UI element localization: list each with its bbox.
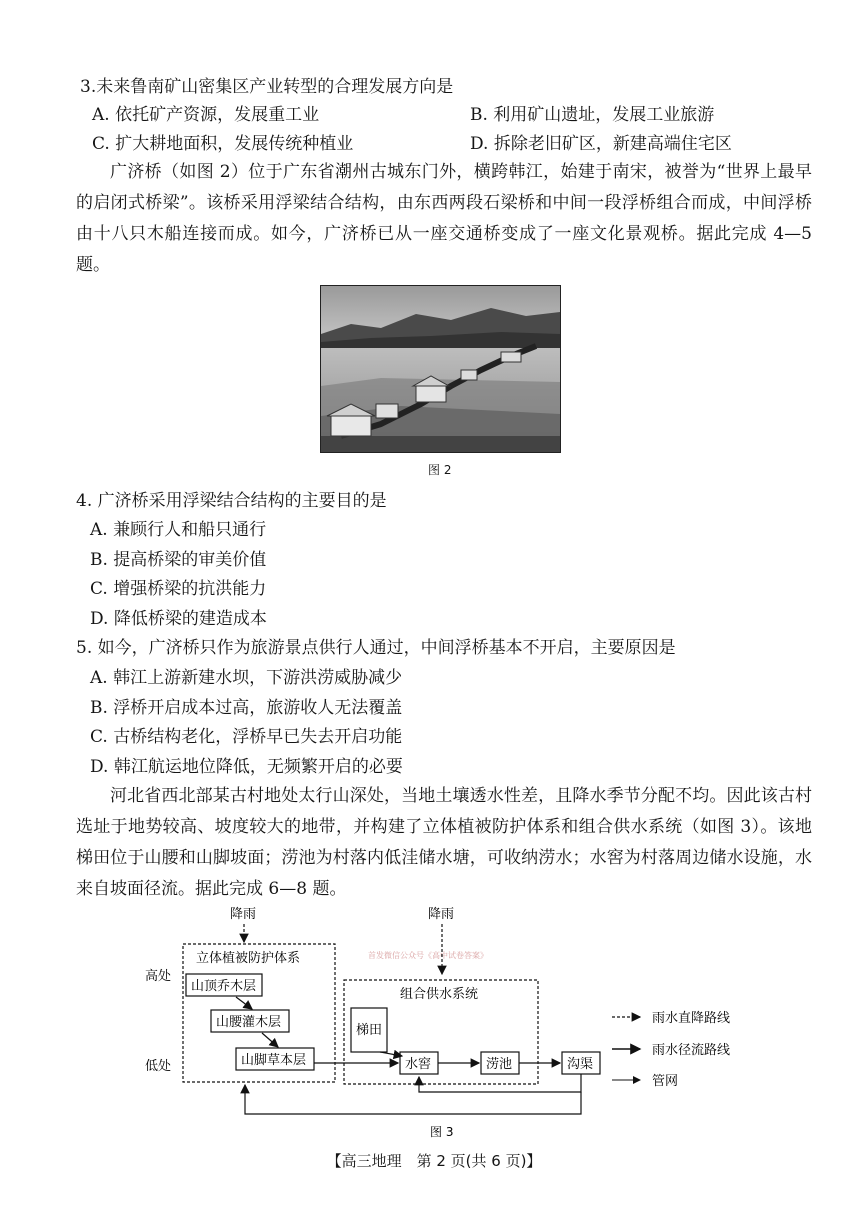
- pond-label: 涝池: [486, 1057, 513, 1072]
- page-footer: 【高三地理 第 2 页(共 6 页)】: [326, 1152, 542, 1170]
- water-supply-system-title: 组合供水系统: [400, 987, 479, 1002]
- terrace-label: 梯田: [356, 1023, 383, 1038]
- q4-option-d: D. 降低桥梁的建造成本: [90, 609, 267, 629]
- q5-option-b: B. 浮桥开启成本过高，旅游收人无法覆盖: [90, 698, 403, 718]
- q5-option-c: C. 古桥结构老化，浮桥早已失去开启功能: [90, 727, 403, 747]
- ditch-to-cellar-pipe: [419, 1074, 581, 1092]
- q3-option-a: A. 依托矿产资源，发展重工业: [92, 105, 320, 125]
- q5-stem: 5. 如今，广济桥只作为旅游景点供行人通过，中间浮桥基本不开启，主要原因是: [76, 638, 676, 658]
- q3-option-d: D. 拆除老旧矿区，新建高端住宅区: [470, 134, 732, 154]
- terrace-to-cellar-arrow: [380, 1052, 402, 1056]
- ditch-label: 沟渠: [567, 1057, 594, 1072]
- legend-rain-label: 雨水直降路线: [652, 1011, 731, 1026]
- q3-stem: 3.未来鲁南矿山密集区产业转型的合理发展方向是: [80, 77, 454, 97]
- q4-option-c: C. 增强桥梁的抗洪能力: [90, 579, 267, 599]
- legend-pipe-label: 管网: [652, 1074, 679, 1089]
- ditch-to-vegetation-pipe: [245, 1085, 581, 1114]
- q4-option-a: A. 兼顾行人和船只通行: [90, 520, 267, 540]
- figure-3-caption: 图 3: [430, 1125, 454, 1139]
- rain-label-right: 降雨: [428, 907, 455, 922]
- tree-to-shrub-arrow: [236, 997, 252, 1009]
- watermark-text: 首发微信公众号《高中试卷答案》: [368, 951, 488, 960]
- legend-runoff-label: 雨水径流路线: [652, 1043, 731, 1058]
- figure-3-diagram: [0, 900, 868, 1150]
- low-label: 低处: [145, 1059, 172, 1074]
- q4-option-b: B. 提高桥梁的审美价值: [90, 550, 267, 570]
- q3-option-b: B. 利用矿山遗址，发展工业旅游: [470, 105, 715, 125]
- grass-layer-label: 山脚草本层: [241, 1053, 307, 1068]
- passage-guangji-bridge: 广济桥（如图 2）位于广东省潮州古城东门外，横跨韩江，始建于南宋，被誉为“世界上最早的启闭式桥梁”。该桥采用浮梁结合结构，由东西两段石梁桥和中间一段浮桥组合而成，中间浮桥由十八只木船连接而成。如今，广济桥已从一座交通桥变成了一座文化景观桥。据此完成 4—5 题。: [76, 162, 812, 275]
- figure-2-caption: 图 2: [428, 463, 452, 477]
- vegetation-system-title: 立体植被防护体系: [196, 951, 301, 966]
- guangji-bridge-photo: [320, 285, 561, 453]
- passage-ancient-village: 河北省西北部某古村地处太行山深处，当地土壤透水性差，且降水季节分配不均。因此该古村选址于地势较高、坡度较大的地带，并构建了立体植被防护体系和组合供水系统（如图 3）。该地梯田位于山腰和山脚坡面；涝池为村落内低洼储水塘，可收纳涝水；水窖为村落周边储水设施，水来自坡面径流。据此完成 6—8 题。: [76, 786, 812, 899]
- q3-option-c: C. 扩大耕地面积，发展传统种植业: [92, 134, 354, 154]
- tree-layer-label: 山顶乔木层: [191, 979, 257, 994]
- bridge-photo-illustration: [321, 286, 560, 452]
- rain-label-left: 降雨: [230, 907, 257, 922]
- high-label: 高处: [145, 969, 172, 984]
- shrub-layer-label: 山腰灌木层: [216, 1015, 282, 1030]
- shrub-to-grass-arrow: [262, 1033, 278, 1047]
- cellar-label: 水窖: [405, 1057, 432, 1072]
- q5-option-a: A. 韩江上游新建水坝，下游洪涝威胁减少: [90, 668, 403, 688]
- q5-option-d: D. 韩江航运地位降低，无频繁开启的必要: [90, 757, 403, 777]
- q4-stem: 4. 广济桥采用浮梁结合结构的主要目的是: [76, 491, 387, 511]
